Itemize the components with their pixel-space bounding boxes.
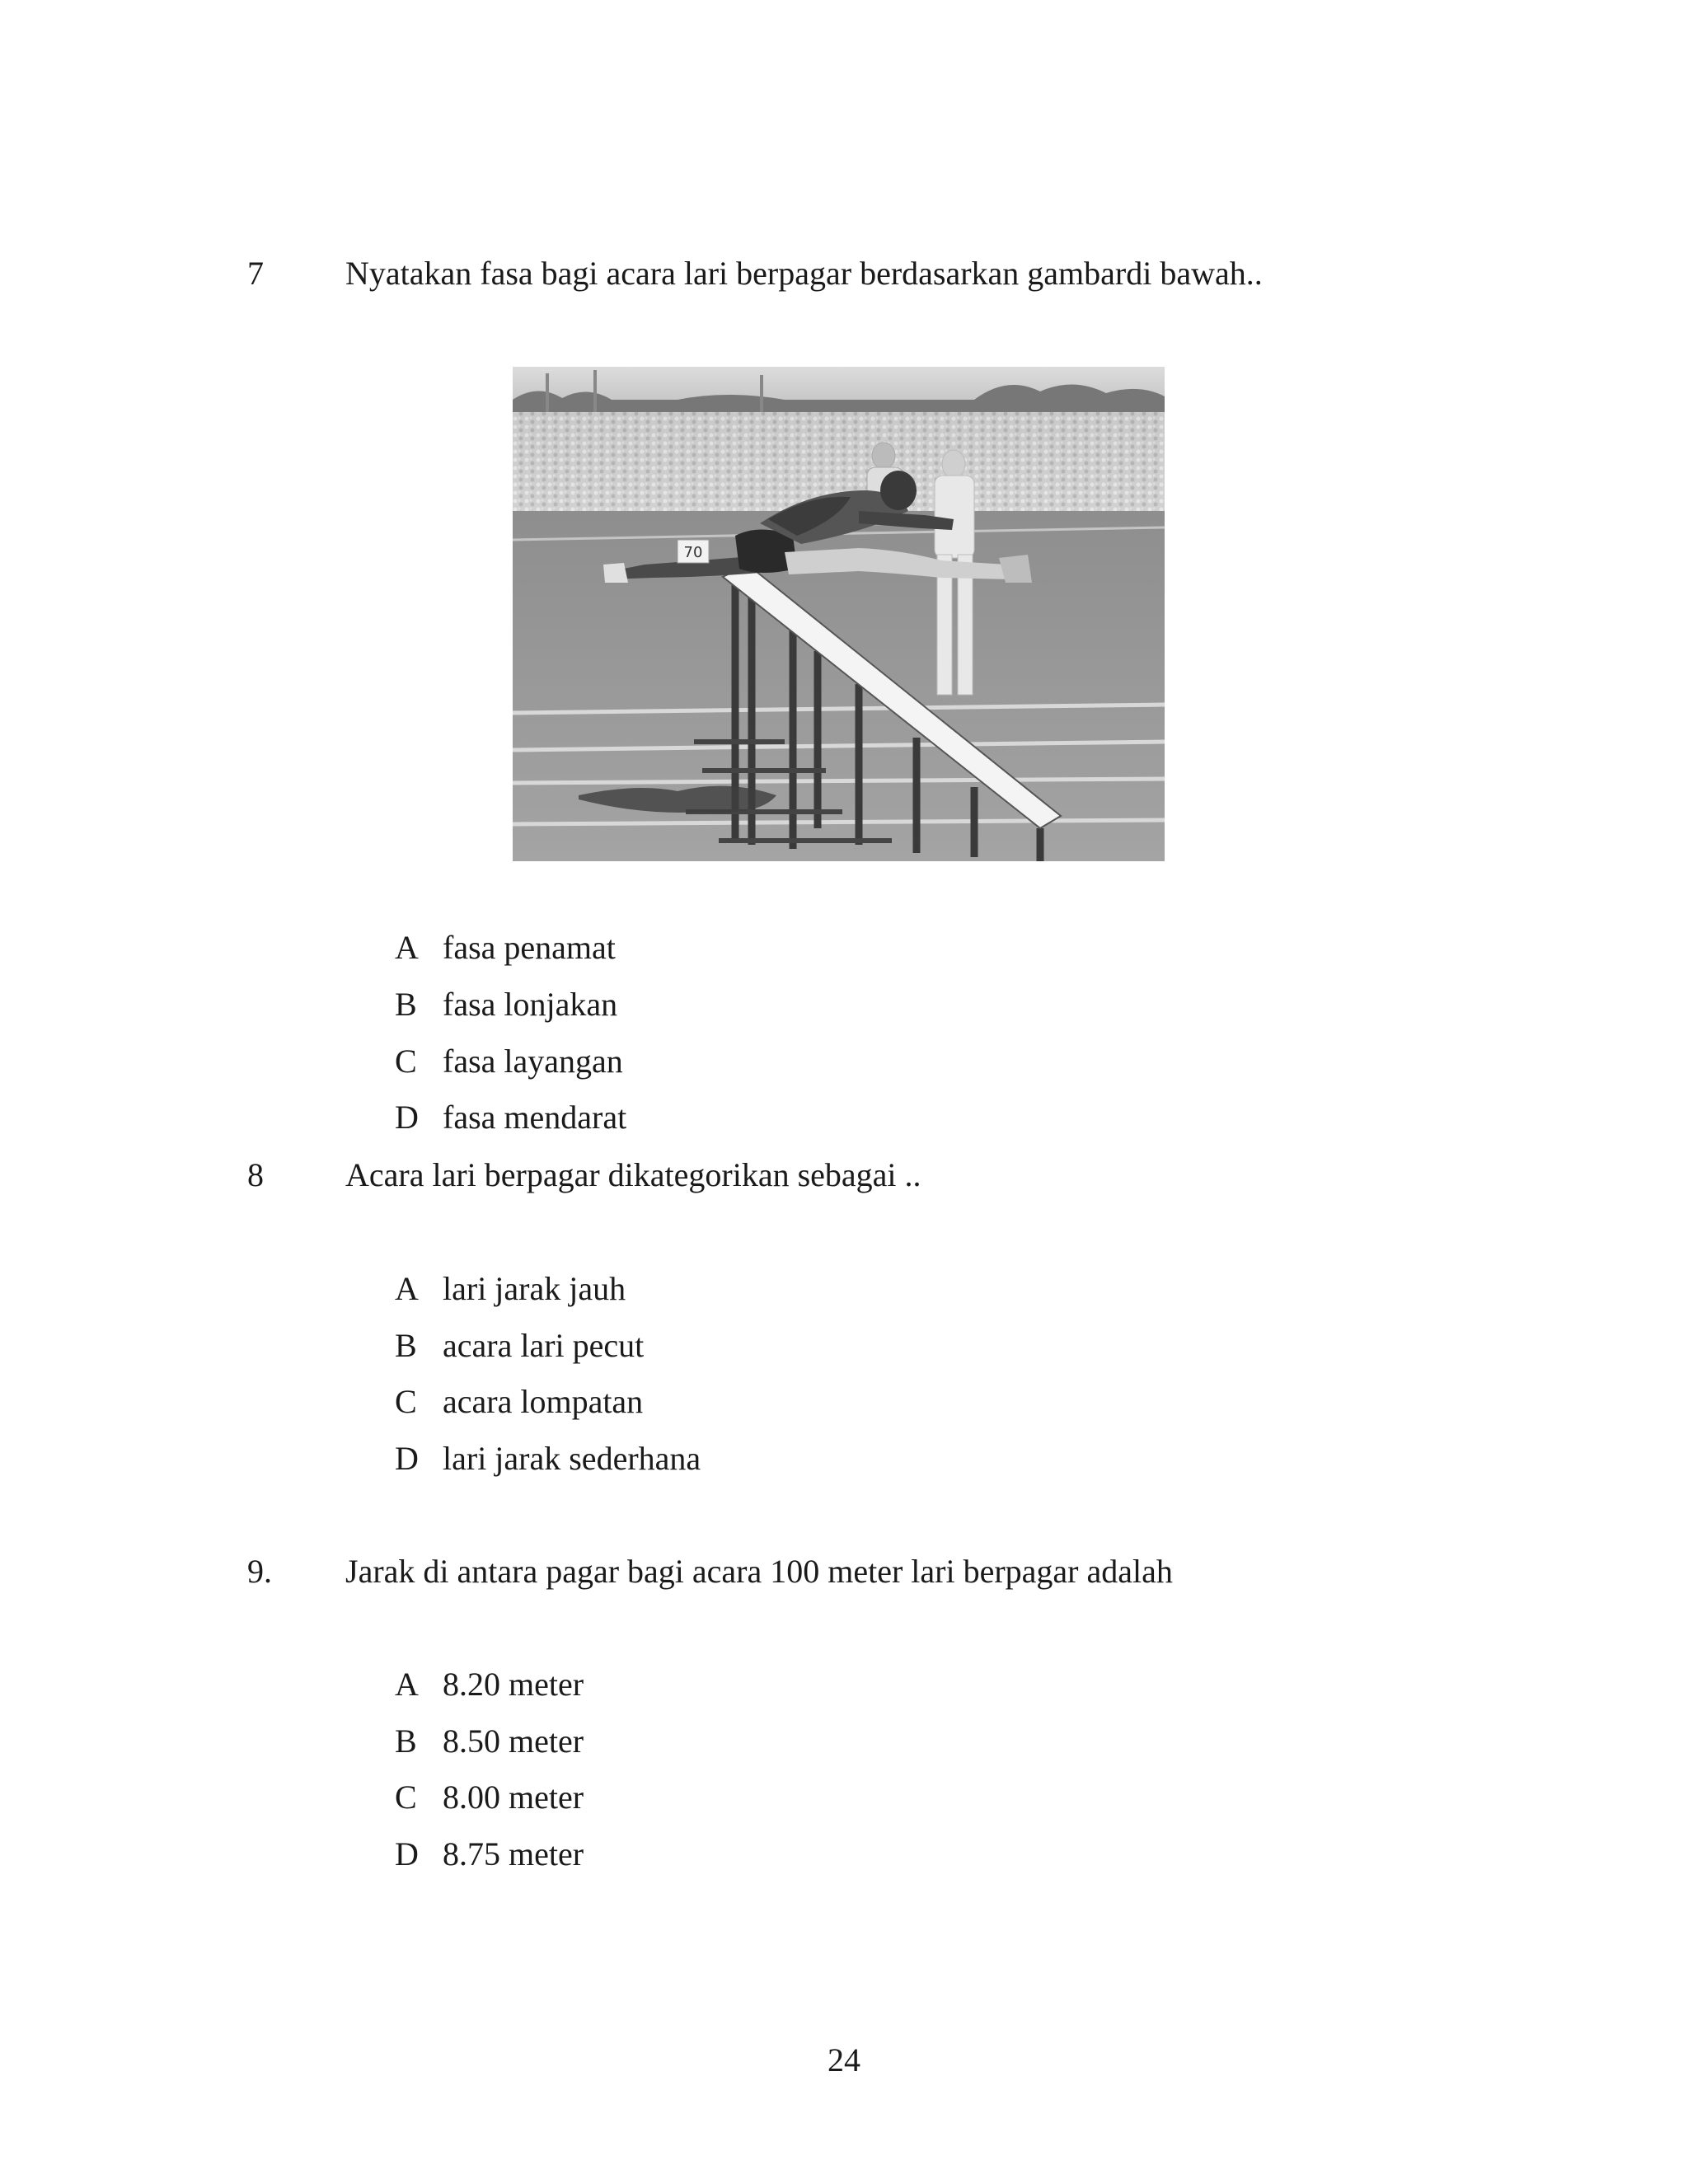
page-number: 24 (828, 2041, 860, 2079)
option-letter: C (395, 1779, 417, 1816)
question-9-number: 9. (247, 1553, 272, 1590)
question-8-option-c[interactable] (395, 1382, 643, 1422)
option-letter: B (395, 986, 417, 1023)
hurdle-race-photo (513, 367, 1165, 861)
option-text: 8.75 meter (443, 1835, 584, 1872)
question-9-option-b[interactable] (395, 1722, 584, 1761)
option-letter: A (395, 1666, 419, 1703)
question-7-text: Nyatakan fasa bagi acara lari berpagar berdasarkan gambardi bawah.. (345, 255, 1263, 292)
option-text: fasa mendarat (443, 1099, 627, 1136)
option-text: fasa lonjakan (443, 986, 618, 1023)
question-7-option-a[interactable] (395, 928, 616, 968)
question-8-number: 8 (247, 1156, 264, 1193)
option-letter: C (395, 1043, 417, 1080)
option-text: fasa penamat (443, 929, 616, 966)
question-8-option-b[interactable] (395, 1326, 644, 1366)
option-letter: A (395, 1270, 419, 1307)
option-text: lari jarak sederhana (443, 1440, 701, 1477)
question-7-number: 7 (247, 255, 264, 292)
question-8-text: Acara lari berpagar dikategorikan sebagai .. (345, 1156, 921, 1193)
option-text: acara lari pecut (443, 1327, 645, 1364)
option-text: lari jarak jauh (443, 1270, 626, 1307)
question-7-option-c[interactable] (395, 1042, 623, 1081)
option-text: acara lompatan (443, 1383, 644, 1420)
question-7-option-b[interactable] (395, 985, 617, 1024)
question-9-option-a[interactable] (395, 1665, 584, 1704)
bib-number: 70 (683, 544, 703, 561)
option-letter: D (395, 1099, 419, 1136)
option-letter: A (395, 929, 419, 966)
option-letter: B (395, 1327, 417, 1364)
option-letter: C (395, 1383, 417, 1420)
question-9-option-c[interactable] (395, 1778, 584, 1817)
question-7-option-d[interactable] (395, 1098, 626, 1137)
option-letter: D (395, 1835, 419, 1872)
option-letter: D (395, 1440, 419, 1477)
question-8-option-a[interactable] (395, 1269, 626, 1309)
question-9-text: Jarak di antara pagar bagi acara 100 meter lari berpagar adalah (345, 1553, 1173, 1590)
question-9-option-d[interactable] (395, 1835, 584, 1874)
option-text: 8.20 meter (443, 1666, 584, 1703)
option-text: 8.50 meter (443, 1722, 584, 1760)
option-letter: B (395, 1722, 417, 1760)
option-text: fasa layangan (443, 1043, 623, 1080)
option-text: 8.00 meter (443, 1779, 584, 1816)
question-8-option-d[interactable] (395, 1439, 701, 1479)
